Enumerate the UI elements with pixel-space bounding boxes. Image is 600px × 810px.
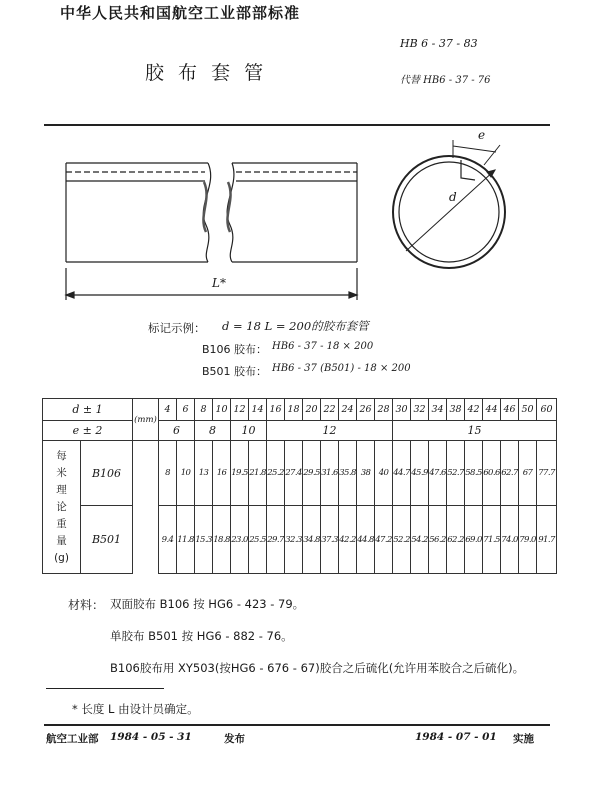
d-value: 34 [429, 399, 447, 421]
standard-number: HB 6 - 37 - 83 [400, 37, 478, 50]
footnote-rule [46, 688, 164, 689]
weight-value: 74.0 [501, 506, 519, 574]
weight-value: 42.2 [339, 506, 357, 574]
unit-spacer [133, 441, 159, 506]
e-group: 12 [267, 421, 393, 441]
weight-value: 27.4 [285, 441, 303, 506]
d-value: 16 [267, 399, 285, 421]
material-cell: B106 [81, 441, 133, 506]
d-row [43, 399, 557, 421]
weight-value: 69.0 [465, 506, 483, 574]
notes-line2: 单胶布 B501 按 HG6 - 882 - 76。 [110, 629, 293, 643]
marking-line2-code: HB6 - 37 (B501) - 18 × 200 [272, 363, 411, 374]
weight-row-b501 [43, 506, 557, 574]
d-value: 26 [357, 399, 375, 421]
document-title: 胶 布 套 管 [145, 62, 268, 84]
weight-value: 23.0 [231, 506, 249, 574]
weight-value: 25.2 [267, 441, 285, 506]
weight-value: 34.8 [303, 506, 321, 574]
weight-row-b106 [43, 441, 557, 506]
d-value: 44 [483, 399, 501, 421]
d-value: 42 [465, 399, 483, 421]
d-value: 30 [393, 399, 411, 421]
weight-value: 44.7 [393, 441, 411, 506]
weight-value: 56.2 [429, 506, 447, 574]
weight-value: 62.7 [501, 441, 519, 506]
issued-word: 发布 [224, 733, 245, 745]
d-value: 32 [411, 399, 429, 421]
weight-value: 8 [159, 441, 177, 506]
d-value: 28 [375, 399, 393, 421]
weight-value: 19.5 [231, 441, 249, 506]
weight-value: 62.2 [447, 506, 465, 574]
d-value: 4 [159, 399, 177, 421]
d-value: 46 [501, 399, 519, 421]
d-value: 6 [177, 399, 195, 421]
weight-value: 15.3 [195, 506, 213, 574]
weight-value: 47.6 [429, 441, 447, 506]
unit-cell: (mm) [133, 399, 159, 441]
d-value: 18 [285, 399, 303, 421]
replaces-standard: 代替 HB6 - 37 - 76 [400, 75, 491, 86]
notes-label: 材料： [68, 598, 105, 612]
weight-value: 71.5 [483, 506, 501, 574]
weight-value: 10 [177, 441, 195, 506]
weight-value: 31.6 [321, 441, 339, 506]
d-value: 24 [339, 399, 357, 421]
e-group: 8 [195, 421, 231, 441]
weight-value: 32.3 [285, 506, 303, 574]
weight-value: 21.8 [249, 441, 267, 506]
material-cell: B501 [81, 506, 133, 574]
weight-value: 47.2 [375, 506, 393, 574]
marking-example-spec: d = 18 L = 200的胶布套管 [222, 319, 369, 333]
d-value: 8 [195, 399, 213, 421]
d-value: 50 [519, 399, 537, 421]
weight-label: 每米理论重量(g) [43, 441, 81, 574]
d-value: 12 [231, 399, 249, 421]
weight-value: 29.7 [267, 506, 285, 574]
footer-rule [44, 724, 550, 726]
issue-date: 1984 - 05 - 31 [110, 731, 192, 743]
e-group: 15 [393, 421, 557, 441]
weight-value: 40 [375, 441, 393, 506]
length-label: L* [212, 276, 226, 290]
notes-line1: 双面胶布 B106 按 HG6 - 423 - 79。 [110, 597, 305, 611]
weight-value: 58.5 [465, 441, 483, 506]
effective-date: 1984 - 07 - 01 [415, 731, 497, 743]
e-label: e [478, 128, 486, 142]
weight-value: 52.7 [447, 441, 465, 506]
weight-value: 60.6 [483, 441, 501, 506]
marking-example-intro: 标记示例： [148, 321, 206, 335]
weight-value: 54.2 [411, 506, 429, 574]
d-value: 20 [303, 399, 321, 421]
weight-value: 77.7 [537, 441, 557, 506]
d-value: 22 [321, 399, 339, 421]
weight-value: 16 [213, 441, 231, 506]
weight-value: 45.9 [411, 441, 429, 506]
e-group: 6 [159, 421, 195, 441]
d-header: d ± 1 [43, 399, 133, 421]
weight-value: 35.8 [339, 441, 357, 506]
issued-by: 航空工业部 [46, 733, 99, 745]
weight-value: 18.8 [213, 506, 231, 574]
marking-line1-code: HB6 - 37 - 18 × 200 [272, 341, 374, 352]
d-label: d [449, 190, 457, 204]
weight-value: 91.7 [537, 506, 557, 574]
d-value: 14 [249, 399, 267, 421]
weight-value: 25.5 [249, 506, 267, 574]
d-value: 10 [213, 399, 231, 421]
weight-value: 79.0 [519, 506, 537, 574]
weight-value: 29.5 [303, 441, 321, 506]
weight-value: 38 [357, 441, 375, 506]
weight-value: 67 [519, 441, 537, 506]
marking-line1-label: B106 胶布： [202, 343, 268, 356]
effective-word: 实施 [513, 733, 534, 745]
publisher-title: 中华人民共和国航空工业部部标准 [60, 4, 301, 22]
weight-table [42, 398, 557, 574]
sleeve-drawing [0, 125, 600, 315]
d-value: 60 [537, 399, 557, 421]
sleeve-cross-section [393, 140, 505, 268]
e-header: e ± 2 [43, 421, 133, 441]
notes-line3: B106胶布用 XY503(按HG6 - 676 - 67)胶合之后硫化(允许用苯胶合之后硫化)。 [110, 661, 525, 675]
weight-value: 52.2 [393, 506, 411, 574]
e-group: 10 [231, 421, 267, 441]
e-row [43, 421, 557, 441]
d-value: 38 [447, 399, 465, 421]
weight-value: 13 [195, 441, 213, 506]
weight-value: 37.3 [321, 506, 339, 574]
footnote: * 长度 L 由设计员确定。 [72, 702, 199, 716]
weight-value: 44.8 [357, 506, 375, 574]
weight-value: 11.8 [177, 506, 195, 574]
unit-spacer [133, 506, 159, 574]
marking-line2-label: B501 胶布： [202, 365, 268, 378]
weight-value: 9.4 [159, 506, 177, 574]
